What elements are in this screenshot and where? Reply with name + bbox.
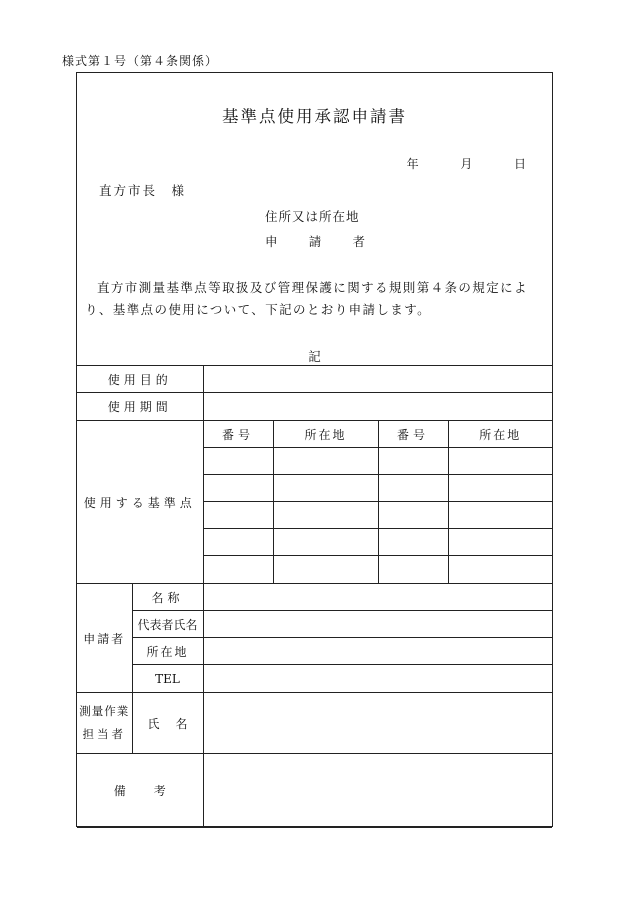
surveyor-label-line-1: 測量作業: [79, 704, 130, 718]
point-cell[interactable]: [203, 529, 273, 556]
point-cell[interactable]: [378, 448, 448, 475]
point-cell[interactable]: [378, 529, 448, 556]
ki-mark: 記: [308, 349, 321, 364]
point-cell[interactable]: [378, 556, 448, 584]
surveyor-label: [77, 693, 132, 754]
surveyor-name-char-1: 氏: [147, 716, 160, 731]
period-field[interactable]: [203, 393, 552, 421]
application-form: [76, 72, 553, 827]
addressee: 直方市長 様: [99, 183, 187, 198]
applicant-label: [265, 232, 365, 250]
applicant-char-1: 申: [265, 234, 278, 249]
applicant-address-label: 住所又は所在地: [265, 209, 360, 224]
points-label: 使用する基準点: [77, 421, 203, 584]
date-year: 年: [406, 157, 419, 171]
surveyor-name-char-2: 名: [175, 716, 188, 731]
point-cell[interactable]: [203, 502, 273, 529]
point-cell[interactable]: [273, 502, 378, 529]
applicant-char-2: 請: [308, 234, 322, 249]
remarks-char-1: 備: [113, 784, 126, 798]
point-cell[interactable]: [378, 475, 448, 502]
remarks-field[interactable]: [203, 754, 552, 828]
period-label: 使用期間: [77, 393, 203, 421]
purpose-label: 使用目的: [77, 366, 203, 393]
location-field[interactable]: [203, 638, 552, 665]
point-cell[interactable]: [448, 448, 552, 475]
applicant-char-3: 者: [352, 234, 365, 249]
point-cell[interactable]: [378, 502, 448, 529]
point-cell[interactable]: [448, 529, 552, 556]
point-cell[interactable]: [203, 475, 273, 502]
point-cell[interactable]: [448, 475, 552, 502]
applicant-section-label: 申請者: [77, 584, 132, 693]
application-table: [77, 365, 552, 828]
representative-label: 代表者氏名: [132, 611, 203, 638]
purpose-field[interactable]: [203, 366, 552, 393]
date-month: 月: [460, 157, 473, 171]
point-cell[interactable]: [448, 556, 552, 584]
point-cell[interactable]: [448, 502, 552, 529]
point-cell[interactable]: [273, 475, 378, 502]
representative-field[interactable]: [203, 611, 552, 638]
point-cell[interactable]: [273, 448, 378, 475]
point-cell[interactable]: [203, 448, 273, 475]
point-cell[interactable]: [273, 556, 378, 584]
date-day: 日: [513, 157, 526, 171]
name-field[interactable]: [203, 584, 552, 611]
point-cell[interactable]: [273, 529, 378, 556]
name-label: 名称: [132, 584, 203, 611]
location-header-2: 所在地: [448, 421, 552, 448]
form-number: 様式第１号（第４条関係）: [62, 54, 219, 68]
number-header-1: 番号: [203, 421, 273, 448]
form-header: [77, 73, 552, 365]
tel-field[interactable]: [203, 665, 552, 693]
remarks-char-2: 考: [153, 784, 166, 798]
location-label: 所在地: [132, 638, 203, 665]
location-header-1: 所在地: [273, 421, 378, 448]
surveyor-name-label: [132, 693, 203, 754]
form-title: 基準点使用承認申請書: [222, 107, 407, 126]
tel-label: TEL: [132, 665, 203, 693]
point-cell[interactable]: [203, 556, 273, 584]
remarks-label: [77, 754, 203, 828]
request-statement: 直方市測量基準点等取扱及び管理保護に関する規則第４条の規定により、基準点の使用について、下記のとおり申請します。: [85, 280, 528, 317]
surveyor-name-field[interactable]: [203, 693, 552, 754]
surveyor-label-line-2: 担当者: [82, 727, 126, 741]
number-header-2: 番号: [378, 421, 448, 448]
date-line: [407, 155, 526, 172]
